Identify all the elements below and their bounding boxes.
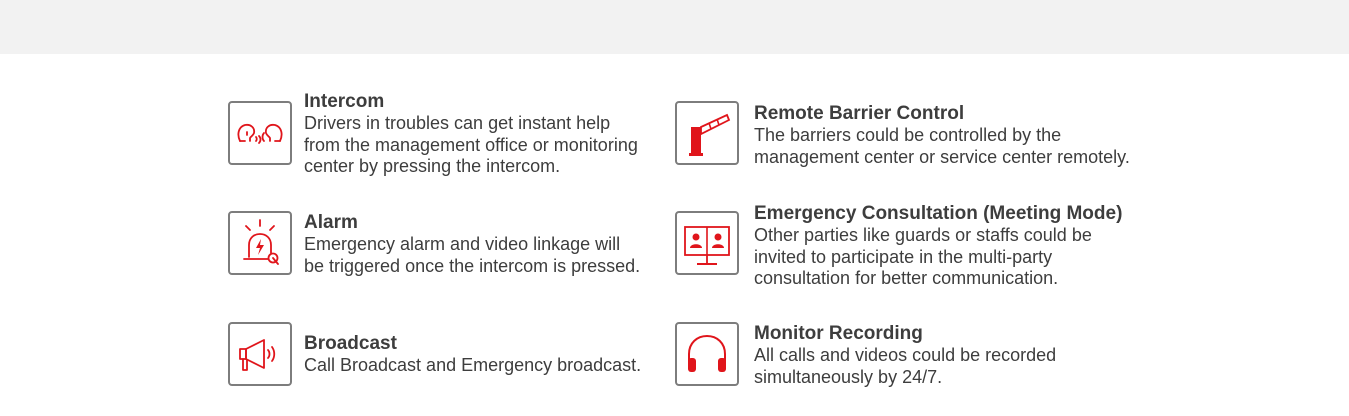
feature-description xyxy=(304,234,640,277)
description-line: All calls and videos could be recorded xyxy=(754,345,1057,365)
description-line: Drivers in troubles can get instant help xyxy=(304,113,611,133)
feature-title: Remote Barrier Control xyxy=(754,103,965,124)
description-line: center by pressing the intercom. xyxy=(304,156,561,176)
feature-title: Broadcast xyxy=(304,333,397,354)
feature-description xyxy=(304,355,641,377)
feature-description xyxy=(754,345,1056,388)
feature-description xyxy=(754,125,1130,168)
description-line: consultation for better communication. xyxy=(754,268,1059,288)
description-line: from the management office or monitoring xyxy=(304,134,638,155)
description-line: management center or service center remotely. xyxy=(754,146,1130,167)
feature-title: Monitor Recording xyxy=(754,323,923,344)
description-line: Call Broadcast and Emergency broadcast. xyxy=(304,355,642,375)
feature-description xyxy=(304,113,638,178)
description-line: invited to participate in the multi-party xyxy=(754,246,1053,267)
intercom-icon xyxy=(228,101,292,165)
headphones-icon xyxy=(675,322,739,386)
feature-title: Emergency Consultation (Meeting Mode) xyxy=(754,203,1123,224)
feature-title: Intercom xyxy=(304,91,385,112)
top-banner-band xyxy=(0,0,1349,54)
megaphone-icon xyxy=(228,322,292,386)
description-line: simultaneously by 24/7. xyxy=(754,366,943,387)
description-line: Emergency alarm and video linkage will xyxy=(304,234,621,254)
alarm-light-icon xyxy=(228,211,292,275)
feature-description xyxy=(754,225,1122,290)
description-line: Other parties like guards or staffs could be xyxy=(754,225,1092,245)
description-line: The barriers could be controlled by the xyxy=(754,125,1062,145)
description-line: be triggered once the intercom is pressed. xyxy=(304,255,641,276)
barrier-gate-icon xyxy=(675,101,739,165)
meeting-screen-icon xyxy=(675,211,739,275)
feature-title: Alarm xyxy=(304,212,358,233)
